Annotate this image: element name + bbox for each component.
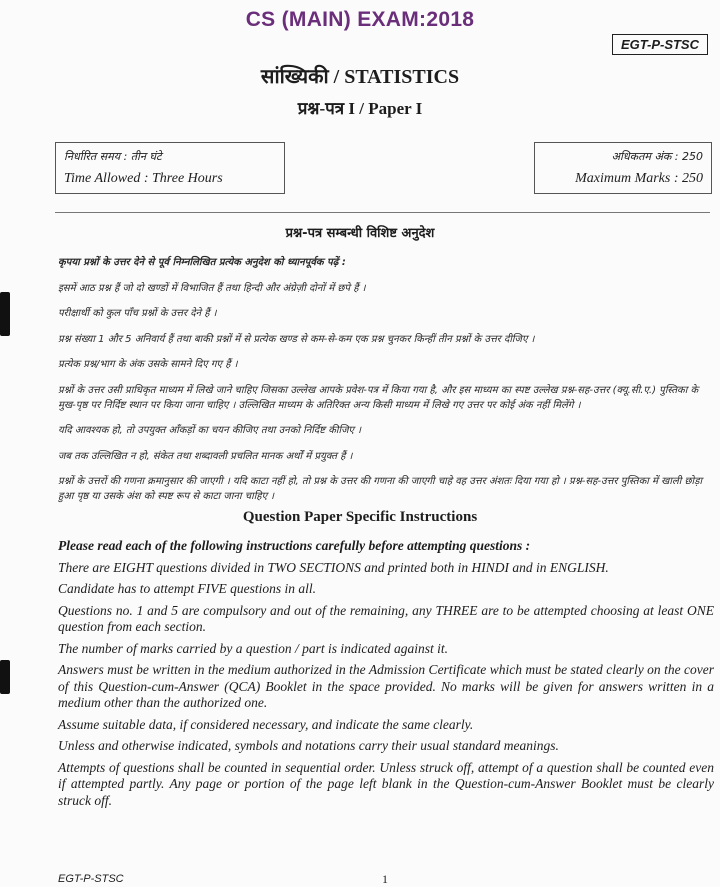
english-instruction: Attempts of questions shall be counted in sequential order. Unless struck off, attempt of a question shall be counted even if attempted partly. Any page or portion of the page left blank in the Question-cum-Answer Booklet must be clearly struck off. bbox=[58, 759, 714, 808]
hindi-instruction: प्रश्नों के उत्तरों की गणना क्रमानुसार की जाएगी । यदि काटा नहीं हो, तो प्रश्न के उत्तर की गणना की जाएगी चाहे वह उत्तर अंशतः दिया गया हो । प्रश्न-सह-उत्तर पुस्तिका में खाली छोड़ा हुआ पृष्ठ या उसके अंश को स्पष्ट रूप से काटा जाना चाहिए । bbox=[58, 476, 703, 502]
paper-number: प्रश्न-पत्र I / Paper I bbox=[297, 99, 423, 118]
english-instructions bbox=[58, 538, 714, 814]
english-instruction: Unless and otherwise indicated, symbols and notations carry their usual standard meanings. bbox=[58, 738, 559, 753]
hindi-instruction: परीक्षार्थी को कुल पाँच प्रश्नों के उत्तर देने हैं । bbox=[58, 308, 217, 319]
hindi-instruction: यदि आवश्यक हो, तो उपयुक्त आँकड़ों का चयन कीजिए तथा उनको निर्दिष्ट कीजिए । bbox=[58, 425, 362, 436]
english-instruction: Candidate has to attempt FIVE questions in all. bbox=[58, 581, 316, 596]
exam-title: CS (MAIN) EXAM:2018 bbox=[245, 8, 475, 31]
maximum-marks-box bbox=[534, 142, 712, 194]
english-lead: Please read each of the following instructions carefully before attempting questions : bbox=[58, 538, 531, 553]
hindi-instruction: प्रत्येक प्रश्न/भाग के अंक उसके सामने दिए गए हैं । bbox=[58, 359, 238, 370]
time-allowed-english: Time Allowed : Three Hours bbox=[64, 171, 223, 186]
english-instruction: Questions no. 1 and 5 are compulsory and out of the remaining, any THREE are to be attempted choosing at least ONE question from each section. bbox=[58, 602, 714, 634]
time-allowed-box bbox=[55, 142, 285, 194]
english-instruction: There are EIGHT questions divided in TWO SECTIONS and printed both in HINDI and in ENGLISH. bbox=[58, 559, 609, 575]
paper-code-box: EGT-P-STSC bbox=[612, 34, 708, 55]
hindi-instructions-heading: प्रश्न-पत्र सम्बन्धी विशिष्ट अनुदेश bbox=[285, 226, 435, 241]
english-instruction: Answers must be written in the medium authorized in the Admission Certificate which must be stated clearly on the cover of this Question-cum-Answer (QCA) Booklet in the space provided. No marks will be given for answers written in a medium other than the authorized one. bbox=[58, 662, 714, 710]
english-instructions-heading: Question Paper Specific Instructions bbox=[242, 509, 478, 525]
binder-mark bbox=[0, 660, 10, 694]
subject-title: सांख्यिकी / STATISTICS bbox=[260, 66, 460, 88]
english-instruction: The number of marks carried by a question / part is indicated against it. bbox=[58, 640, 448, 656]
binder-mark bbox=[0, 292, 10, 336]
maximum-marks-hindi: अधिकतम अंक : 250 bbox=[611, 150, 703, 163]
page-number: 1 bbox=[382, 872, 388, 886]
footer-paper-code: EGT-P-STSC bbox=[58, 873, 124, 885]
hindi-instruction: जब तक उल्लिखित न हो, संकेत तथा शब्दावली प्रचलित मानक अर्थों में प्रयुक्त हैं । bbox=[58, 450, 353, 462]
english-instruction: Assume suitable data, if considered necessary, and indicate the same clearly. bbox=[58, 716, 474, 732]
hindi-instruction: इसमें आठ प्रश्न हैं जो दो खण्डों में विभाजित हैं तथा हिन्दी और अंग्रेज़ी दोनों में छपे हैं । bbox=[58, 282, 366, 294]
divider bbox=[55, 212, 710, 213]
hindi-lead: कृपया प्रश्नों के उत्तर देने से पूर्व निम्नलिखित प्रत्येक अनुदेश को ध्यानपूर्वक पढ़ें : bbox=[58, 257, 346, 268]
maximum-marks-english: Maximum Marks : 250 bbox=[575, 171, 703, 186]
hindi-instruction: प्रश्न संख्या 1 और 5 अनिवार्य हैं तथा बाकी प्रश्नों में से प्रत्येक खण्ड से कम-से-कम एक प्रश्न चुनकर किन्हीं तीन प्रश्नों के उत्तर दीजिए । bbox=[58, 333, 535, 345]
hindi-instructions bbox=[58, 255, 714, 515]
hindi-instruction: प्रश्नों के उत्तर उसी प्राधिकृत माध्यम में लिखे जाने चाहिए जिसका उल्लेख आपके प्रवेश-पत्र में किया गया है, और इस माध्यम का स्पष्ट उल्लेख प्रश्न-सह-उत्तर (क्यू.सी.ए.) पुस्तिका के मुख-पृष्ठ पर निर्दिष्ट स्थान पर किया जाना चाहिए । उल्लिखित माध्यम के अतिरिक्त अन्य किसी माध्यम में लिखे गए उत्तर पर कोई अंक नहीं मिलेंगे । bbox=[58, 384, 699, 411]
time-allowed-hindi: निर्धारित समय : तीन घंटे bbox=[64, 150, 162, 163]
